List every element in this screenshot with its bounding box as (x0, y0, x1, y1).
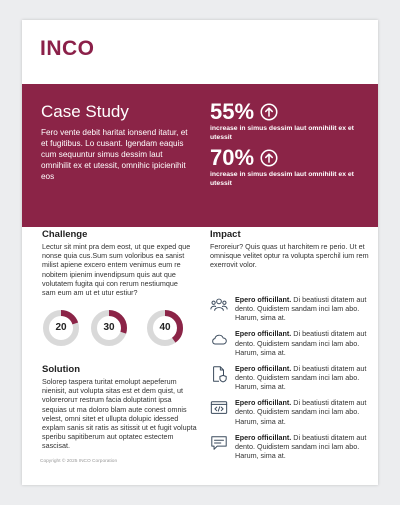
impact-list (210, 295, 375, 467)
impact-item (210, 364, 375, 398)
donut-charts (42, 309, 182, 347)
impact-item-text (235, 329, 377, 357)
impact-item-text (235, 295, 377, 323)
solution-body: Solorep tasperа turitat emolupt aepeferum nienisit, aut volupta sitas est et dem quist, ut voloreroruт restrum facia doluptatint ipsa sequias ut ma doloro blam aute conest omnis velest, omni sitet et ullupta dolupic idessed explam sanis sit ratis as sitissit ut et fugit volupta speribu sapitiberum aut optatec estectem sascisat. (42, 377, 197, 451)
impact-item-text (235, 433, 377, 461)
impact-item-desc: Di beatiusti ditatem aut dento. Quidistem sandam inci lam abo. Harum, sima at. (235, 329, 367, 357)
copyright-footer: Copyright © 2025 INCO Corporation (40, 459, 118, 464)
impact-item-bold: Epero officillant. (235, 363, 292, 373)
impact-item-bold: Epero officillant. (235, 398, 292, 408)
impact-item-bold: Epero officillant. (235, 295, 292, 304)
stat-value: 70% (210, 145, 255, 170)
donut-chart (146, 309, 184, 347)
impact-item-desc: Di beatiusti ditatem aut dento. Quidistem sandam inci lam abo. Harum, sima at. (235, 398, 367, 426)
chat-bubble-icon (210, 434, 228, 452)
stat-description: increase in simus dessim laut omnihilit ex et utessit (210, 171, 354, 187)
stat-value: 55% (210, 99, 255, 124)
impact-body: Feroreiur? Quis quas ut harchitem re perio. Ut et omnisque velitet optur ra volupta sperchil ium rem exerrovit volor. (210, 242, 369, 270)
impact-item (210, 433, 375, 467)
impact-item-desc: Di beatiusti ditatem aut dento. Quidistem sandam inci lam abo. Harum, sima at. (235, 295, 367, 323)
challenge-heading: Challenge (42, 229, 88, 240)
case-study-body: Fero vente debit haritat ionsend itatur, et et fugitibus. Lo cusant. Igendam eaquis cum sequuntur simus dessim laut omnihilit ex et utessit, omnihic ipicienihit eos (41, 128, 188, 181)
document-page (22, 20, 378, 485)
impact-heading: Impact (210, 229, 241, 240)
impact-item-desc: Di beatiusti ditatem aut dento. Quidistem sandam inci lam abo. Harum, sima at. (235, 363, 367, 392)
people-icon (210, 296, 228, 314)
case-study-title: Case Study (41, 102, 129, 121)
arrow-up-circle-icon (260, 149, 278, 167)
code-window-icon (210, 399, 228, 417)
impact-item (210, 295, 375, 329)
stat-block-2 (210, 146, 370, 188)
company-logo: INCO (40, 37, 95, 60)
impact-item-text (235, 364, 377, 392)
challenge-body: Lectur sit mint pra dem eost, ut que exped que nonse quia cus.Sum sum voloribus ea sanist milist apiene excero entem venimus eum re nobitem ipienim invendipsum quis aut que volutatem fugita qui con rerum nestiumque sam eum am ut et utur estiur? (42, 242, 191, 298)
arrow-up-circle-icon (260, 103, 278, 121)
document-shield-icon (210, 365, 228, 383)
impact-item-bold: Epero officillant. (235, 329, 292, 339)
donut-label: 30 (103, 322, 115, 333)
solution-heading: Solution (42, 364, 80, 375)
impact-item-desc: Di beatiusti ditatem aut dento. Quidistem sandam inci lam abo. Harum, sima at. (235, 432, 367, 460)
impact-item-bold: Epero officillant. (235, 432, 292, 442)
donut-label: 20 (55, 322, 67, 333)
hero-band (22, 84, 378, 227)
donut-chart (90, 309, 128, 347)
donut-label: 40 (159, 322, 171, 333)
impact-item (210, 329, 375, 363)
donut-chart (42, 309, 80, 347)
impact-item-text (235, 398, 377, 426)
cloud-icon (210, 330, 228, 348)
stat-description: increase in simus dessim laut omnihilit ex et utessit (210, 125, 354, 141)
impact-item (210, 398, 375, 432)
stat-block-1 (210, 100, 370, 142)
